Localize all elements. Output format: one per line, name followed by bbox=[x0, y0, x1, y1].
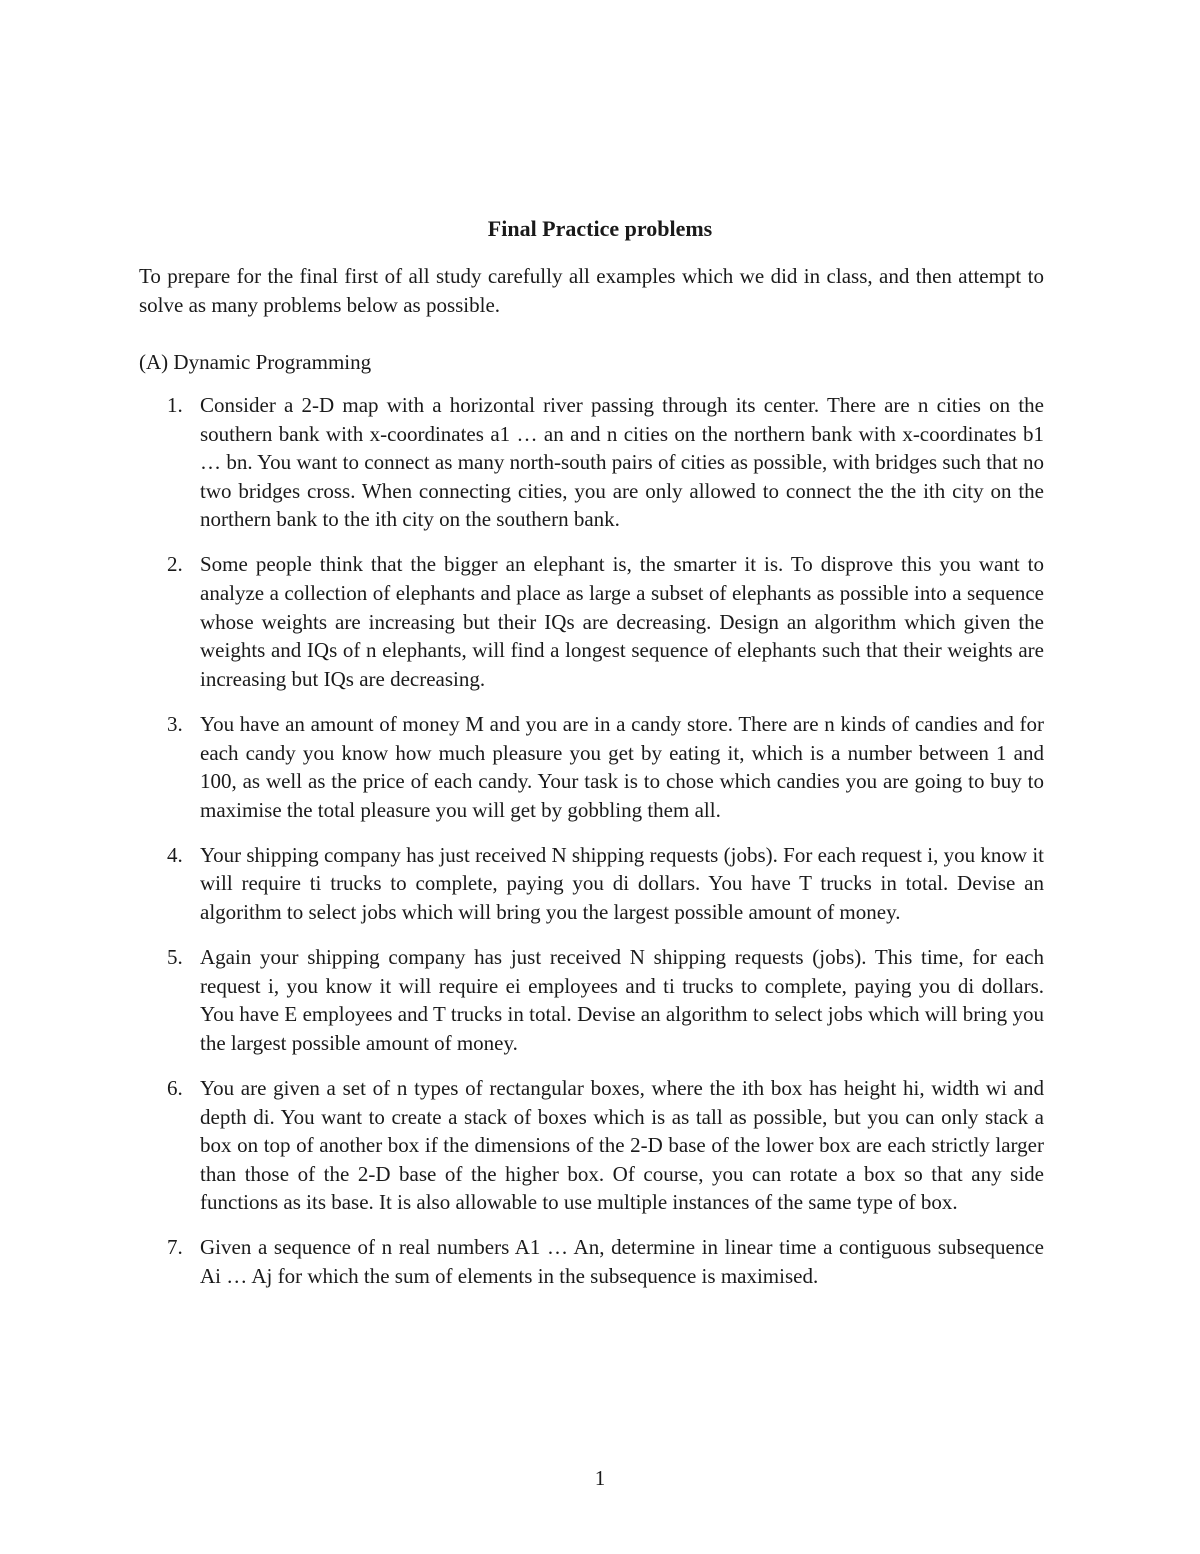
intro-paragraph: To prepare for the final first of all study carefully all examples which we did in class, and then attempt to solve as many problems below as possible. bbox=[139, 264, 1044, 317]
problem-item bbox=[139, 943, 1044, 1057]
problem-text: Again your shipping company has just received N shipping requests (jobs). This time, for each request i, you know it will require ei employees and ti trucks to complete, paying you di dollars. You have E employees and T trucks in total. Devise an algorithm to select jobs which will bring you the largest possible amount of money. bbox=[200, 945, 1044, 1055]
problem-number: 2. bbox=[167, 552, 183, 577]
document-title: Final Practice problems bbox=[487, 216, 713, 241]
problem-text: Some people think that the bigger an elephant is, the smarter it is. To disprove this you want to analyze a collection of elephants and place as large a subset of elephants as possible into a sequence whose weights are increasing but their IQs are decreasing. Design an algorithm which given the weights and IQs of n elephants, will find a longest sequence of elephants such that their weights are increasing but IQs are decreasing. bbox=[200, 552, 1044, 691]
problem-number: 1. bbox=[167, 393, 183, 417]
page-number: 1 bbox=[594, 1466, 606, 1490]
problem-number: 6. bbox=[167, 1075, 183, 1100]
problem-number: 7. bbox=[167, 1235, 183, 1260]
problem-text: You have an amount of money M and you are in a candy store. There are n kinds of candies and for each candy you know how much pleasure you get by eating it, which is a number between 1 and 100, as well as the price of each candy. Your task is to chose which candies you are going to buy to maximise the total pleasure you will get by gobbling them all. bbox=[200, 711, 1044, 822]
problem-item bbox=[139, 1074, 1044, 1217]
problem-number: 5. bbox=[167, 945, 183, 970]
problem-number: 4. bbox=[167, 842, 183, 867]
problem-item bbox=[139, 391, 1044, 534]
problem-list bbox=[139, 391, 1044, 1307]
problem-item bbox=[139, 841, 1044, 927]
problem-item bbox=[139, 550, 1044, 693]
section-heading: (A) Dynamic Programming bbox=[139, 350, 372, 374]
problem-text: Your shipping company has just received N shipping requests (jobs). For each request i, you know it will require ti trucks to complete, paying you di dollars. You have T trucks in total. Devise an algorithm to select jobs which will bring you the largest possible amount of money. bbox=[200, 842, 1044, 924]
problem-text: You are given a set of n types of rectangular boxes, where the ith box has height hi, width wi and depth di. You want to create a stack of boxes which is as tall as possible, but you can only stack a box on top of another box if the dimensions of the 2-D base of the lower box are each strictly larger than those of the 2-D base of the higher box. Of course, you can rotate a box so that any side functions as its base. It is also allowable to use multiple instances of the same type of box. bbox=[200, 1075, 1044, 1215]
problem-text: Given a sequence of n real numbers A1 … An, determine in linear time a contiguous subsequence Ai … Aj for which the sum of elements in the subsequence is maximised. bbox=[200, 1235, 1044, 1289]
problem-item bbox=[139, 710, 1044, 824]
problem-item bbox=[139, 1233, 1044, 1290]
problem-number: 3. bbox=[167, 711, 183, 736]
problem-text: Consider a 2-D map with a horizontal river passing through its center. There are n cities on the southern bank with x-coordinates a1 … an and n cities on the northern bank with x-coordinates b1 … bn. You want to connect as many north-south pairs of cities as possible, with bridges such that no two bridges cross. When connecting cities, you are only allowed to connect the the ith city on the northern bank to the ith city on the southern bank. bbox=[200, 393, 1044, 532]
